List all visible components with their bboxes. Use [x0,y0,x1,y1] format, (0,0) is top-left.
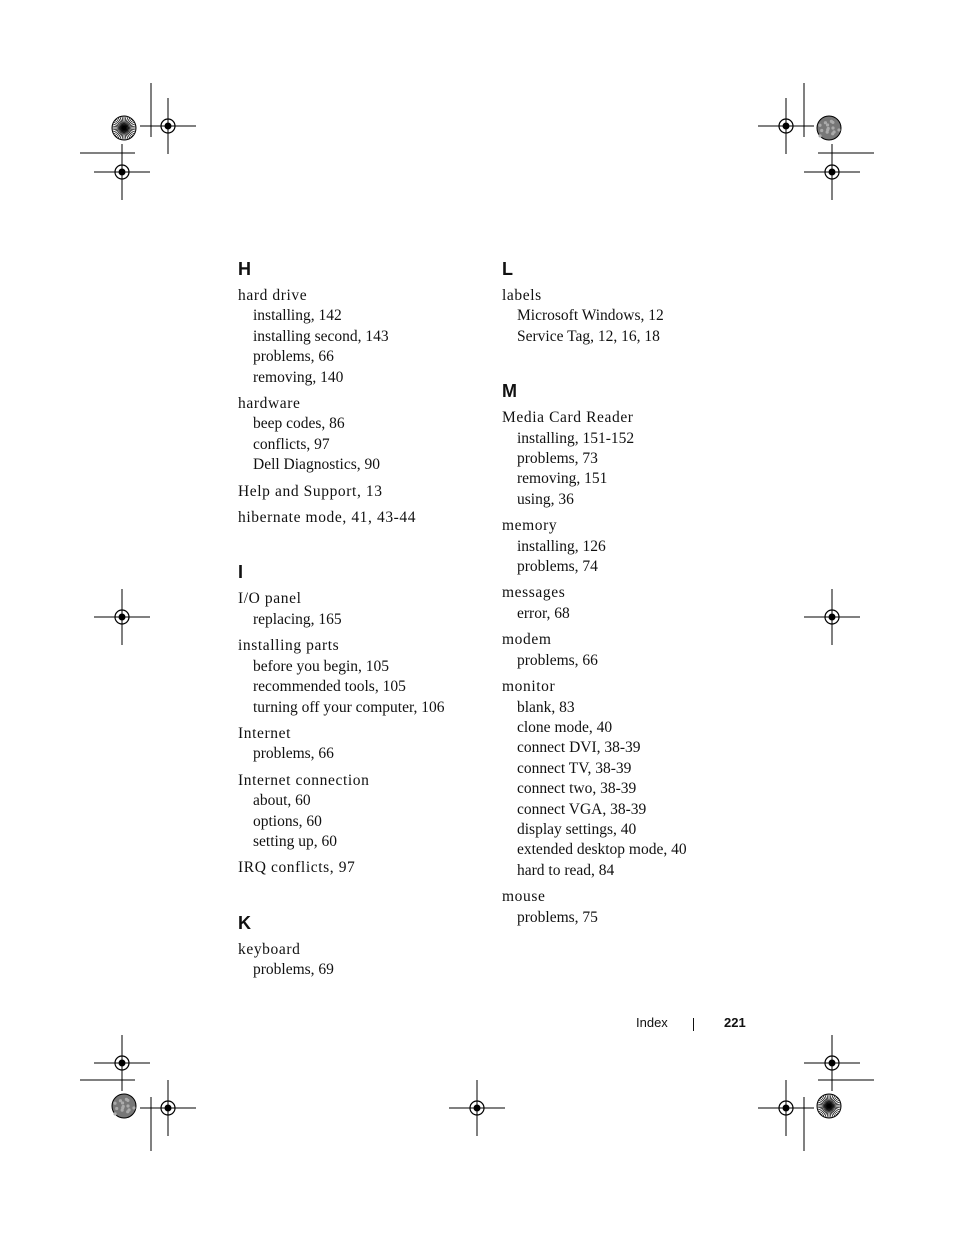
index-subentry: options, 60 [253,812,322,830]
registration-target [758,98,814,154]
index-entry [502,630,752,671]
index-subentry: problems, 69 [253,961,334,979]
index-term: Media Card Reader [502,409,634,427]
index-term: installing parts [238,637,340,655]
registration-target [804,589,860,645]
index-term: I/O panel [238,590,302,608]
index-column-left [238,258,488,1014]
index-term: Internet connection [238,771,370,789]
registration-star [112,116,136,140]
index-subentry: hard to read, 84 [517,861,615,879]
index-subentry: problems, 74 [517,558,598,576]
registration-target [449,1080,505,1136]
index-subentry: replacing, 165 [253,610,342,628]
index-entry [238,589,488,630]
index-section-i [238,561,488,878]
page-footer [0,1015,954,1035]
registration-target [140,1080,196,1136]
index-subentry: Dell Diagnostics, 90 [253,456,380,474]
index-term: monitor [502,678,556,696]
index-subentry: connect two, 38-39 [517,780,637,798]
index-term: hardware [238,395,301,413]
registration-star [817,1094,841,1118]
index-entry [238,636,488,718]
index-subentry: display settings, 40 [517,820,637,838]
index-subentry: problems, 66 [253,348,334,366]
registration-tint [112,1094,136,1118]
index-term: hibernate mode, 41, 43-44 [238,509,417,527]
registration-target [758,1080,814,1136]
registration-target [94,1035,150,1091]
index-subentry: before you begin, 105 [253,657,390,675]
index-term: Internet [238,724,291,742]
section-letter: H [238,259,251,279]
index-entry [502,408,752,510]
index-subentry: recommended tools, 105 [253,678,406,696]
index-subentry: installing, 142 [253,307,342,325]
index-entry [502,677,752,881]
footer-separator [693,1018,694,1031]
index-entry [502,286,752,347]
index-subentry: problems, 73 [517,450,598,468]
index-entry [502,583,752,624]
index-term: IRQ conflicts, 97 [238,859,356,877]
index-term: memory [502,517,558,535]
section-letter: K [238,912,251,933]
index-entry [502,516,752,577]
section-letter: L [502,259,513,279]
index-entry [238,508,488,528]
index-subentry: beep codes, 86 [253,415,345,433]
index-term: keyboard [238,940,301,958]
index-subentry: error, 68 [517,604,570,622]
index-subentry: removing, 151 [517,470,608,488]
index-subentry: clone mode, 40 [517,718,613,736]
index-subentry: turning off your computer, 106 [253,698,445,716]
index-section-m [502,380,752,928]
index-entry [238,858,488,878]
index-term: hard drive [238,287,308,304]
registration-target [94,144,150,200]
index-subentry: connect DVI, 38-39 [517,739,641,757]
index-entry [238,940,488,981]
index-entry [502,887,752,928]
index-section-l [502,258,752,347]
index-term: labels [502,287,542,304]
index-term: mouse [502,888,546,906]
index-section-k [238,912,488,981]
registration-tint [817,116,841,140]
index-entry [238,482,488,502]
index-entry [238,724,488,765]
index-column-right [502,258,752,961]
index-subentry: extended desktop mode, 40 [517,841,687,859]
index-subentry: installing second, 143 [253,327,389,345]
registration-target [804,144,860,200]
index-subentry: problems, 66 [517,651,598,669]
index-subentry: Microsoft Windows, 12 [517,307,664,325]
index-subentry: installing, 151-152 [517,429,635,447]
section-letter: I [238,562,244,583]
index-subentry: problems, 66 [253,745,334,763]
index-term: messages [502,584,566,602]
index-subentry: installing, 126 [517,537,606,555]
registration-target [140,98,196,154]
index-subentry: using, 36 [517,490,574,508]
registration-target [94,589,150,645]
registration-target [804,1035,860,1091]
index-entry [238,394,488,476]
index-entry [238,771,488,853]
section-letter: M [502,381,517,402]
index-subentry: blank, 83 [517,698,575,716]
index-term: modem [502,631,552,649]
index-subentry: connect VGA, 38-39 [517,800,647,818]
index-term: Help and Support, 13 [238,482,383,500]
page-number: 221 [724,1015,746,1030]
index-subentry: conflicts, 97 [253,435,330,453]
index-subentry: connect TV, 38-39 [517,759,632,777]
index-subentry: setting up, 60 [253,832,337,850]
index-entry [238,286,488,388]
index-section-h [238,258,488,528]
index-subentry: Service Tag, 12, 16, 18 [517,327,660,345]
index-subentry: about, 60 [253,792,311,810]
index-subentry: problems, 75 [517,908,598,926]
index-subentry: removing, 140 [253,368,344,386]
footer-label: Index [636,1015,668,1030]
